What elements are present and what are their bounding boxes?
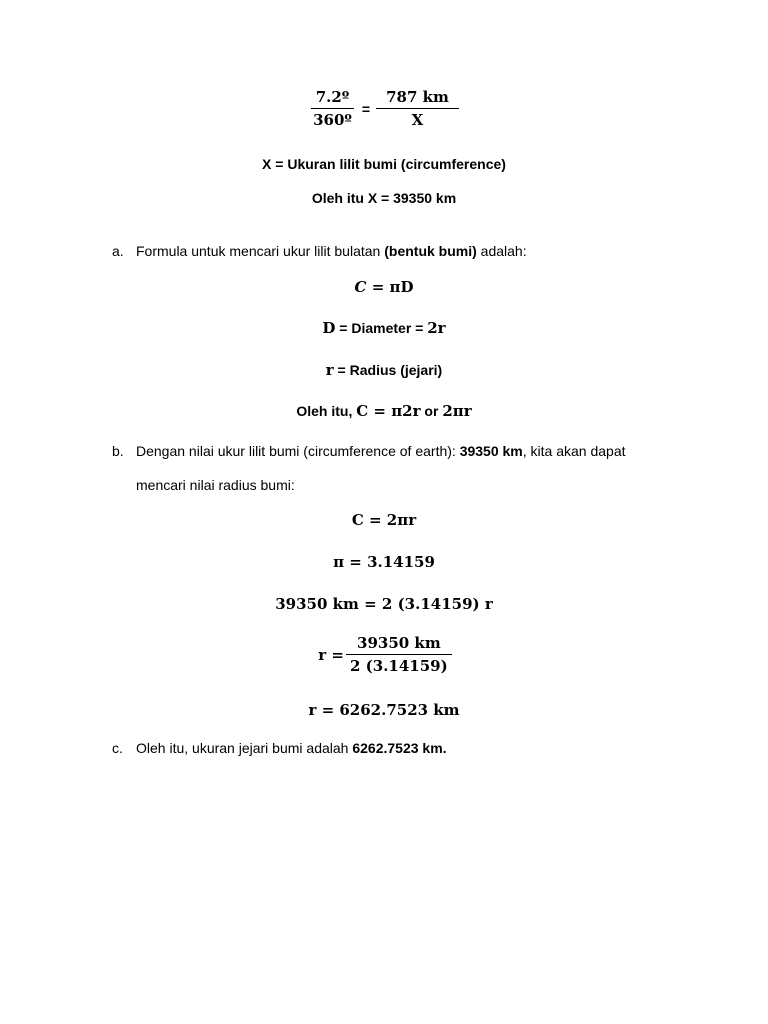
diameter-symbol: D <box>322 319 336 337</box>
item-c-text-bold: 6262.7523 km. <box>352 740 447 756</box>
oleh-itu-text: Oleh itu, <box>296 403 357 419</box>
diameter-expr: 2r <box>427 319 446 337</box>
radius-symbol: r <box>325 361 334 379</box>
ratio-equation <box>0 88 768 129</box>
list-item-c-text <box>136 731 692 765</box>
equation-pi: π = 3.14159 <box>333 553 435 571</box>
ratio-left-fraction <box>311 88 354 129</box>
ratio-right-denominator: X <box>376 108 459 129</box>
item-c-text-before: Oleh itu, ukuran jejari bumi adalah <box>136 740 353 756</box>
list-item-c <box>112 731 692 765</box>
oleh-itu-line <box>0 402 768 420</box>
ratio-left-denominator: 360º <box>311 108 354 129</box>
item-a-text-after: adalah: <box>476 243 527 259</box>
formula-c-rest: = πD <box>366 278 414 296</box>
diameter-line <box>0 319 768 337</box>
ratio-right-numerator: 787 km <box>386 88 449 106</box>
radius-line <box>0 361 768 379</box>
list-marker-a: a. <box>112 243 124 259</box>
oleh-itu-expr1: C = π2r <box>356 402 421 420</box>
x-result: Oleh itu X = 39350 km <box>311 190 457 206</box>
formula-c-symbol: C <box>354 278 367 296</box>
oleh-itu-expr2: 2πr <box>442 402 472 420</box>
equation-circumference: C = 2πr <box>351 511 417 529</box>
item-b-text-before: Dengan nilai ukur lilit bumi (circumference of earth): <box>136 443 460 459</box>
ratio-left-numerator: 7.2º <box>315 88 350 106</box>
list-marker-c: c. <box>112 740 123 756</box>
ratio-equals: = <box>361 100 371 117</box>
item-b-line2: mencari nilai radius bumi: <box>136 477 295 493</box>
eq4-fraction <box>348 634 450 675</box>
oleh-itu-or: or <box>420 403 443 419</box>
item-b-text-bold: 39350 km <box>459 443 523 459</box>
eq4-lhs: r = <box>318 645 344 664</box>
diameter-text: = Diameter = <box>335 320 428 336</box>
equation-r-fraction <box>0 634 768 675</box>
equation-substitution: 39350 km = 2 (3.14159) r <box>275 595 493 613</box>
list-item-b <box>112 434 692 502</box>
item-b-text-after: , kita akan dapat <box>522 443 626 459</box>
list-item-a <box>112 234 692 268</box>
x-definition: X = Ukuran lilit bumi (circumference) <box>262 156 506 172</box>
eq4-denominator: 2 (3.14159) <box>346 654 452 675</box>
item-a-text-before: Formula untuk mencari ukur lilit bulatan <box>136 243 385 259</box>
eq4-numerator: 39350 km <box>357 634 441 652</box>
list-item-a-text <box>136 234 692 268</box>
list-item-b-text <box>136 434 692 502</box>
formula-circumference <box>0 278 768 296</box>
item-a-text-bold: (bentuk bumi) <box>384 243 477 259</box>
ratio-right-fraction <box>378 88 457 129</box>
equation-result: r = 6262.7523 km <box>308 701 460 719</box>
radius-text: = Radius (jejari) <box>333 362 443 378</box>
list-marker-b: b. <box>112 443 124 459</box>
